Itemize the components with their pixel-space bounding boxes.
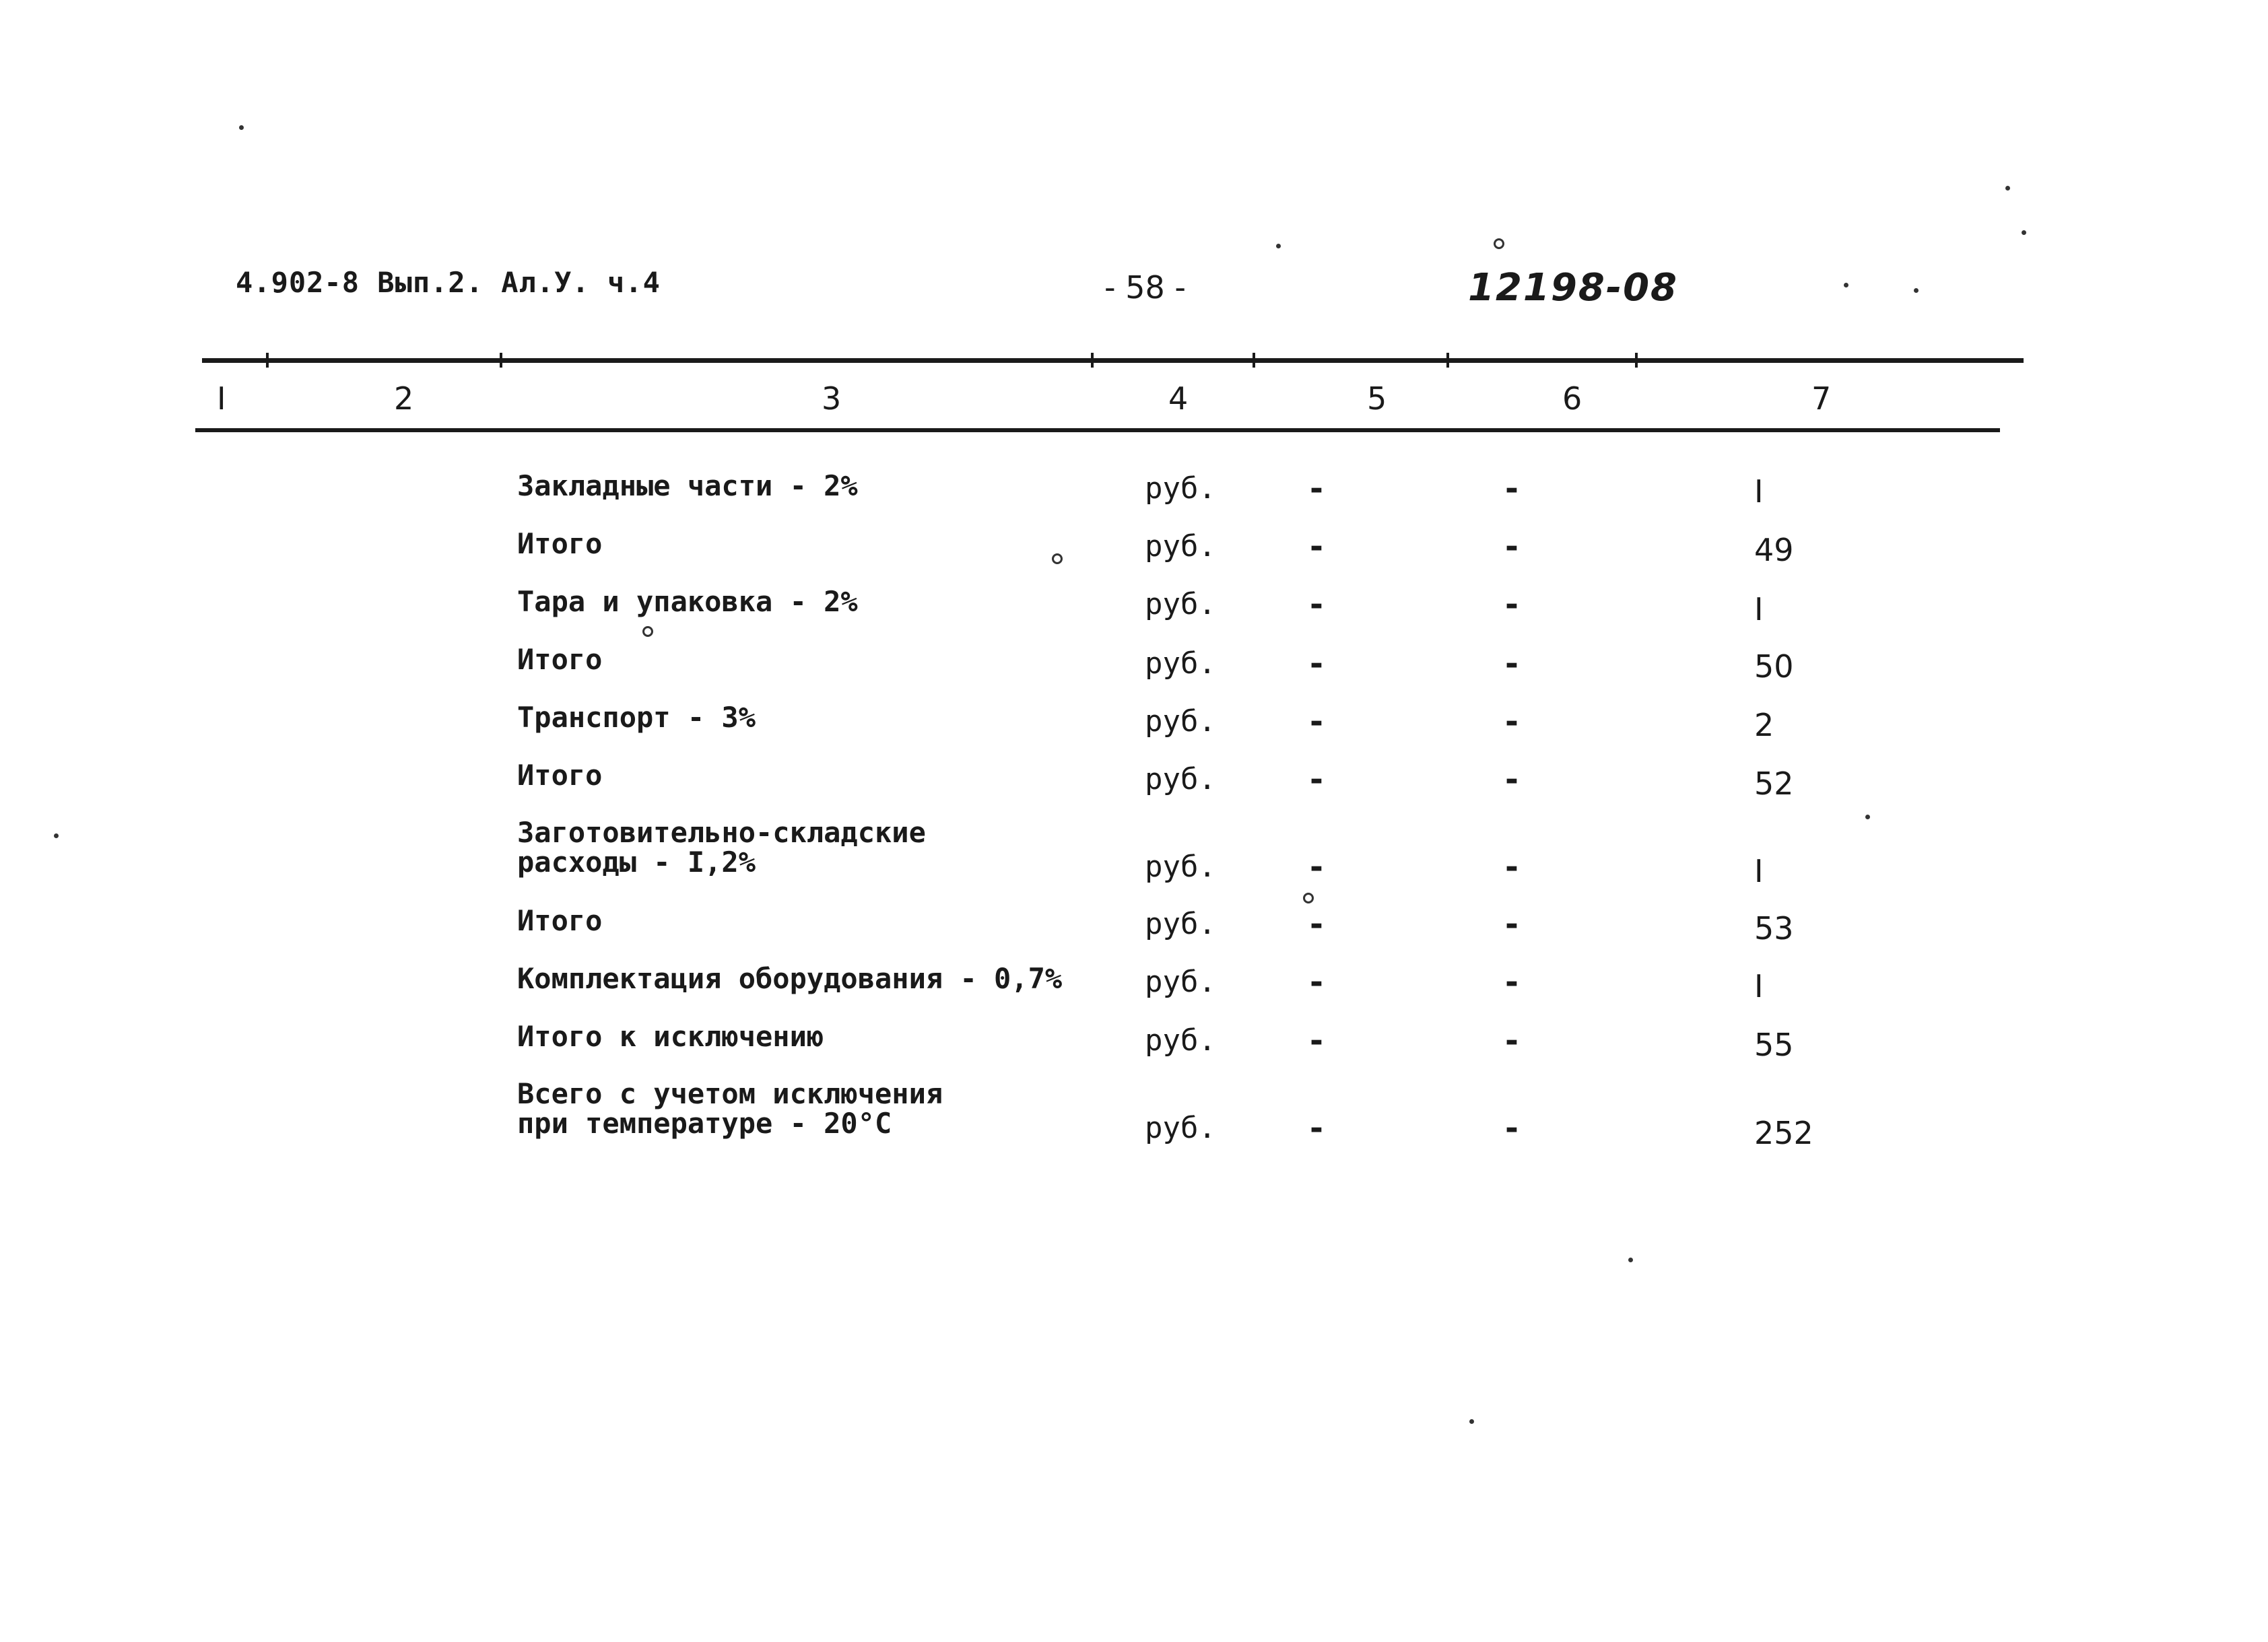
row-unit: руб. bbox=[1145, 965, 1216, 999]
column-number-7: 7 bbox=[1811, 380, 1832, 417]
row-col6: - bbox=[1505, 586, 1519, 623]
row-description-multiline bbox=[517, 1079, 943, 1138]
row-col6: - bbox=[1505, 963, 1519, 1001]
row-unit: руб. bbox=[1145, 471, 1216, 506]
scan-speck bbox=[1303, 893, 1314, 903]
row-unit: руб. bbox=[1145, 587, 1216, 621]
row-value: 252 bbox=[1754, 1115, 1813, 1151]
row-description-line: Заготовительно-складские bbox=[517, 816, 926, 849]
row-col5: - bbox=[1310, 703, 1323, 741]
row-col5: - bbox=[1310, 1109, 1323, 1147]
row-description: Тара и упаковка - 2% bbox=[517, 585, 858, 618]
row-description: Закладные части - 2% bbox=[517, 469, 858, 502]
column-tick bbox=[266, 353, 269, 368]
row-col6: - bbox=[1505, 470, 1519, 508]
column-tick bbox=[1446, 353, 1449, 368]
row-value: I bbox=[1754, 853, 1764, 889]
row-col5: - bbox=[1310, 470, 1323, 508]
row-col5: - bbox=[1310, 761, 1323, 798]
row-unit: руб. bbox=[1145, 529, 1216, 563]
row-description: Комплектация оборудования - 0,7% bbox=[517, 962, 1063, 995]
scan-speck bbox=[239, 125, 244, 130]
row-col5: - bbox=[1310, 586, 1323, 623]
row-col6: - bbox=[1505, 1109, 1519, 1147]
row-value: 53 bbox=[1754, 910, 1794, 947]
row-unit: руб. bbox=[1145, 1023, 1216, 1058]
table-header-rule bbox=[195, 428, 2000, 432]
row-col6: - bbox=[1505, 645, 1519, 683]
row-description: Итого bbox=[517, 527, 603, 560]
row-value: 50 bbox=[1754, 648, 1794, 685]
column-number-2: 2 bbox=[394, 380, 414, 417]
row-col6: - bbox=[1505, 848, 1519, 886]
column-tick bbox=[1635, 353, 1638, 368]
scan-speck bbox=[1052, 553, 1063, 564]
document-reference: 4.902-8 Вып.2. Ал.У. ч.4 bbox=[236, 266, 661, 299]
row-value: 55 bbox=[1754, 1027, 1794, 1063]
scan-speck bbox=[642, 626, 653, 637]
row-col5: - bbox=[1310, 963, 1323, 1001]
scan-speck bbox=[1469, 1419, 1474, 1424]
row-unit: руб. bbox=[1145, 704, 1216, 739]
row-col6: - bbox=[1505, 528, 1519, 566]
row-description-line: расходы - I,2% bbox=[517, 846, 756, 879]
column-number-6: 6 bbox=[1562, 380, 1582, 417]
row-col5: - bbox=[1310, 905, 1323, 943]
row-unit: руб. bbox=[1145, 850, 1216, 884]
row-description: Транспорт - 3% bbox=[517, 701, 756, 734]
row-value: 52 bbox=[1754, 765, 1794, 802]
column-tick bbox=[500, 353, 502, 368]
row-description-line: Всего с учетом исключения bbox=[517, 1077, 943, 1110]
row-col6: - bbox=[1505, 703, 1519, 741]
row-unit: руб. bbox=[1145, 762, 1216, 796]
row-col6: - bbox=[1505, 761, 1519, 798]
column-number-5: 5 bbox=[1367, 380, 1387, 417]
scan-speck bbox=[54, 833, 59, 838]
scan-speck bbox=[1628, 1258, 1633, 1262]
page-number: - 58 - bbox=[1104, 269, 1186, 306]
scan-speck bbox=[1844, 283, 1848, 287]
row-value: 49 bbox=[1754, 532, 1794, 568]
row-description: Итого к исключению bbox=[517, 1020, 824, 1053]
row-col5: - bbox=[1310, 848, 1323, 886]
scan-speck bbox=[2005, 186, 2010, 191]
row-unit: руб. bbox=[1145, 907, 1216, 941]
row-description: Итого bbox=[517, 904, 603, 937]
column-number-3: 3 bbox=[822, 380, 842, 417]
document-code: 12198-08 bbox=[1468, 266, 1678, 310]
scan-speck bbox=[1865, 815, 1870, 819]
row-value: I bbox=[1754, 473, 1764, 510]
column-tick bbox=[1253, 353, 1255, 368]
row-description: Итого bbox=[517, 759, 603, 792]
row-col6: - bbox=[1505, 905, 1519, 943]
row-unit: руб. bbox=[1145, 646, 1216, 681]
scan-speck bbox=[1914, 288, 1919, 293]
row-col5: - bbox=[1310, 528, 1323, 566]
row-value: I bbox=[1754, 591, 1764, 627]
row-value: I bbox=[1754, 968, 1764, 1004]
row-unit: руб. bbox=[1145, 1111, 1216, 1145]
column-tick bbox=[1091, 353, 1094, 368]
table-top-rule bbox=[202, 358, 2024, 363]
scan-speck bbox=[2022, 230, 2026, 235]
row-col5: - bbox=[1310, 1022, 1323, 1060]
row-col6: - bbox=[1505, 1022, 1519, 1060]
scan-speck bbox=[1494, 238, 1504, 249]
column-number-4: 4 bbox=[1168, 380, 1189, 417]
row-description-multiline bbox=[517, 818, 926, 877]
row-description-line: при температуре - 20°С bbox=[517, 1107, 892, 1140]
row-description: Итого bbox=[517, 643, 603, 676]
row-value: 2 bbox=[1754, 707, 1774, 743]
row-col5: - bbox=[1310, 645, 1323, 683]
column-number-1: I bbox=[217, 380, 226, 417]
scan-speck bbox=[1276, 244, 1281, 248]
